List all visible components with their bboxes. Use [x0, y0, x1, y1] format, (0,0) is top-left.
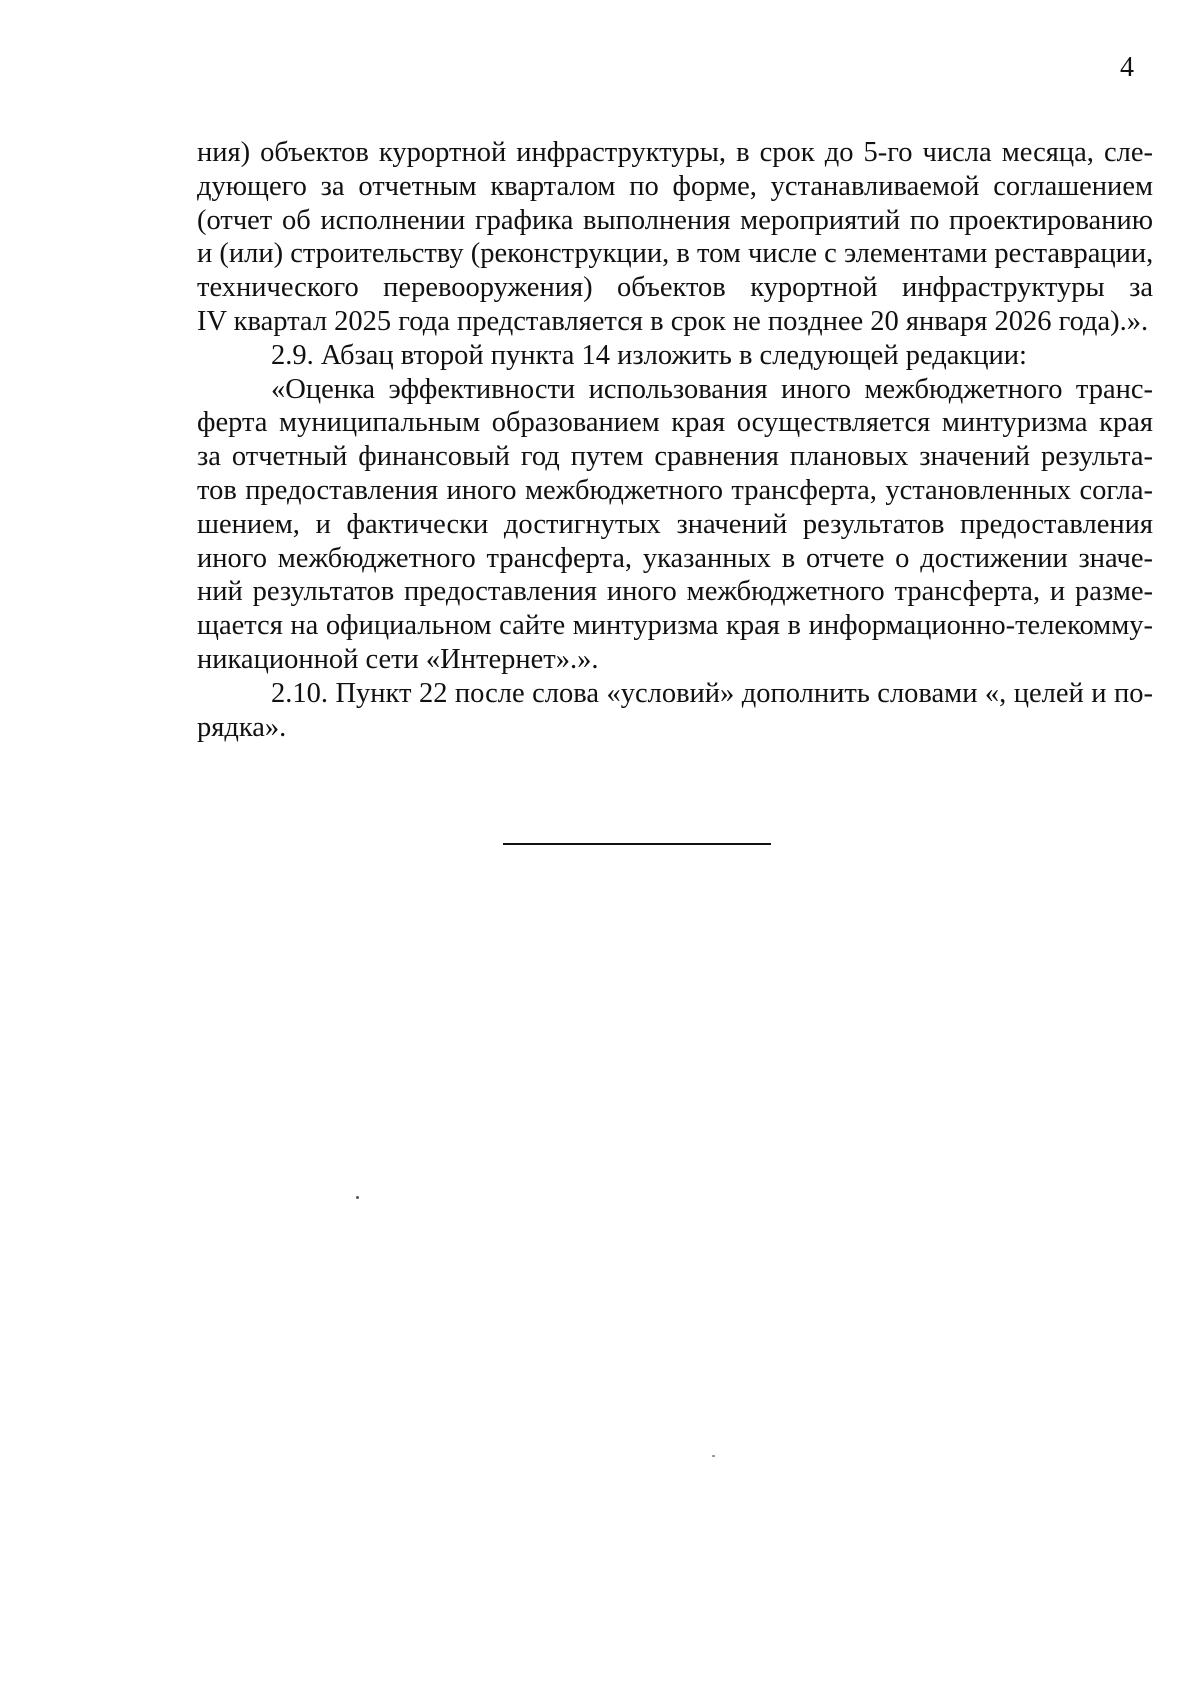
scan-speck [356, 1196, 359, 1199]
text-line: иного межбюджетного трансферта, указанных в отчете о достижении значе- [197, 542, 1153, 574]
text-line: ний результатов предоставления иного межбюджетного трансферта, и разме- [197, 576, 1153, 608]
text-line: IV квартал 2025 года представляется в срок не позднее 20 января 2026 года).». [197, 305, 1149, 337]
text-line: ния) объектов курортной инфраструктуры, в срок до 5-го числа месяца, сле- [197, 137, 1153, 168]
text-line: дующего за отчетным кварталом по форме, устанавливаемой соглашением [197, 170, 1153, 202]
paragraph-2-10: 2.10. Пункт 22 после слова «условий» дополнить словами «, целей и по- [271, 677, 1153, 709]
scan-speck [712, 1455, 715, 1457]
text-line: за отчетный финансовый год путем сравнения плановых значений результа- [197, 441, 1153, 473]
text-line: шением, и фактически достигнутых значений результатов предоставления [197, 508, 1153, 540]
text-line: ферта муниципальным образованием края осуществляется минтуризма края [197, 407, 1153, 439]
end-divider-line [503, 843, 771, 845]
paragraph-2-9-heading: 2.9. Абзац второй пункта 14 изложить в следующей редакции: [271, 339, 1027, 371]
text-line: тов предоставления иного межбюджетного трансферта, установленных согла- [197, 474, 1153, 506]
text-line: щается на официальном сайте минтуризма края в информационно-телекомму- [197, 610, 1153, 642]
page-number: 4 [1120, 52, 1134, 83]
text-line: «Оценка эффективности использования иного межбюджетного транс- [271, 373, 1153, 405]
text-line: никационной сети «Интернет».». [197, 643, 599, 675]
text-line: и (или) строительству (реконструкции, в том числе с элементами реставрации, [197, 238, 1154, 270]
document-body [197, 136, 1153, 744]
text-line: рядка». [197, 711, 287, 743]
text-line: (отчет об исполнении графика выполнения мероприятий по проектированию [197, 204, 1153, 236]
text-line: технического перевооружения) объектов курортной инфраструктуры за [197, 272, 1153, 304]
